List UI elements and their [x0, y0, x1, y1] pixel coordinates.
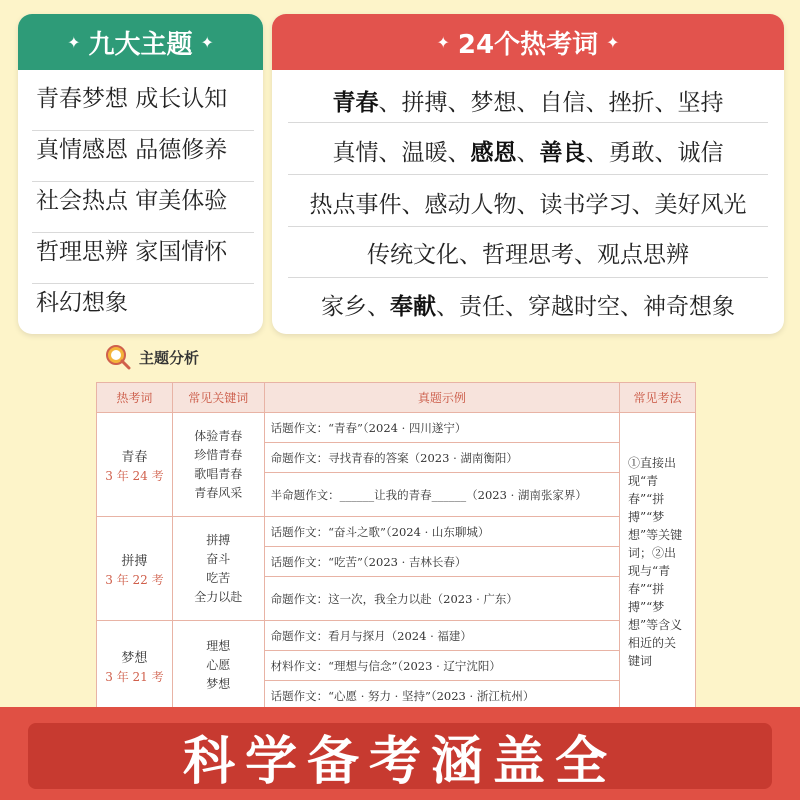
topic-count: 3 年 24 考	[105, 468, 164, 483]
topic-name: 拼搏	[121, 553, 148, 569]
keyword: 体验青春	[194, 428, 243, 443]
nine-themes-panel	[18, 14, 263, 334]
topic-cell	[97, 413, 173, 517]
hot-word-row	[272, 84, 784, 117]
keyword: 青春风采	[194, 485, 243, 500]
nine-themes-title: 九大主题	[88, 29, 193, 60]
keyword: 理想	[206, 639, 231, 653]
example-cell: 话题作文：“青春”（2024 · 四川遂宁）	[264, 413, 619, 443]
table-row	[97, 413, 696, 443]
analysis-title: 主题分析	[139, 348, 200, 367]
keyword: 吃苦	[206, 570, 231, 585]
example-cell: 话题作文：“吃苦”（2023 · 吉林长春）	[264, 547, 619, 577]
sparkle-icon: ✦	[200, 32, 214, 52]
hot-words-title: 24个热考词	[457, 29, 599, 60]
hot-word-bold: 感恩	[470, 140, 517, 166]
hot-word-text: 真情、温暖、	[332, 140, 471, 166]
hot-words-header	[272, 14, 784, 70]
topic-count: 3 年 22 考	[105, 572, 164, 587]
hot-word-text: 热点事件、感动人物、读书学习、美好风光	[309, 192, 747, 218]
method-cell: ①直接出现“青春”“拼搏”“梦想”等关键词；②出现与“青春”“拼搏”“梦想”等含义相近的关键词	[620, 413, 696, 711]
table-row	[97, 621, 696, 651]
keyword: 全力以赴	[194, 589, 243, 604]
col-header: 常见关键词	[172, 383, 264, 413]
divider	[288, 226, 768, 227]
hot-word-bold: 奉献	[390, 294, 436, 320]
banner-box	[28, 723, 772, 792]
keywords-cell	[172, 517, 264, 621]
hot-word-text: 传统文化、哲理思考、观点思辨	[367, 242, 689, 268]
hot-word-bold: 善良	[539, 140, 586, 166]
hot-word-row	[272, 134, 784, 167]
keyword: 梦想	[206, 677, 231, 691]
divider	[288, 174, 768, 175]
col-header: 真题示例	[264, 383, 619, 413]
example-cell: 话题作文：“心愿 · 努力 · 坚持”（2023 · 浙江杭州）	[264, 681, 619, 711]
hot-word-text: 、勇敢、诚信	[585, 140, 724, 166]
topic-name: 青春	[121, 449, 148, 465]
hot-word-text: 、拼搏、梦想、自信、挫折、坚持	[378, 90, 724, 116]
example-cell: 半命题作文：______让我的青春______（2023 · 湖南张家界）	[264, 473, 619, 517]
keyword: 珍惜青春	[194, 447, 243, 462]
example-cell: 命题作文：看月与探月（2024 · 福建）	[264, 621, 619, 651]
hot-word-row	[272, 186, 784, 219]
hot-word-text: 、	[516, 140, 540, 166]
theme-row: 哲理思辨 家国情怀	[36, 239, 228, 265]
example-cell: 命题作文：寻找青春的答案（2023 · 湖南衡阳）	[264, 443, 619, 473]
topic-count: 3 年 21 考	[105, 669, 164, 684]
topic-name: 梦想	[121, 650, 148, 666]
col-header: 热考词	[97, 383, 173, 413]
col-header: 常见考法	[620, 383, 696, 413]
keyword: 拼搏	[206, 532, 231, 547]
theme-row: 真情感恩 品德修养	[36, 137, 228, 163]
analysis-table	[96, 382, 696, 712]
keywords-cell	[172, 413, 264, 517]
topic-cell	[97, 621, 173, 711]
bottom-banner	[0, 707, 800, 800]
example-cell: 命题作文：这一次，我全力以赴（2023 · 广东）	[264, 577, 619, 621]
keyword: 歌唱青春	[194, 466, 243, 481]
table-row	[97, 517, 696, 547]
hot-word-bold: 青春	[332, 90, 379, 116]
divider	[288, 122, 768, 123]
hot-word-text: 、责任、穿越时空、神奇想象	[436, 294, 735, 320]
sparkle-icon: ✦	[606, 32, 620, 52]
theme-row: 社会热点 审美体验	[36, 188, 228, 214]
topic-cell	[97, 517, 173, 621]
divider	[288, 277, 768, 278]
keyword: 心愿	[206, 658, 231, 672]
sparkle-icon: ✦	[67, 32, 81, 52]
example-cell: 材料作文：“理想与信念”（2023 · 辽宁沈阳）	[264, 651, 619, 681]
hot-word-row	[272, 236, 784, 269]
nine-themes-header	[18, 14, 263, 70]
theme-row: 青春梦想 成长认知	[36, 86, 228, 112]
hot-word-row	[272, 288, 784, 321]
hot-word-text: 家乡、	[321, 294, 390, 320]
theme-row: 科幻想象	[36, 290, 128, 316]
sparkle-icon: ✦	[436, 32, 450, 52]
keywords-cell	[172, 621, 264, 711]
hot-words-panel	[272, 14, 784, 334]
banner-text: 科学备考涵盖全	[182, 730, 617, 792]
example-cell: 话题作文：“奋斗之歌”（2024 · 山东聊城）	[264, 517, 619, 547]
analysis-heading	[105, 344, 199, 370]
magnifier-icon	[105, 344, 131, 370]
keyword: 奋斗	[206, 551, 231, 566]
